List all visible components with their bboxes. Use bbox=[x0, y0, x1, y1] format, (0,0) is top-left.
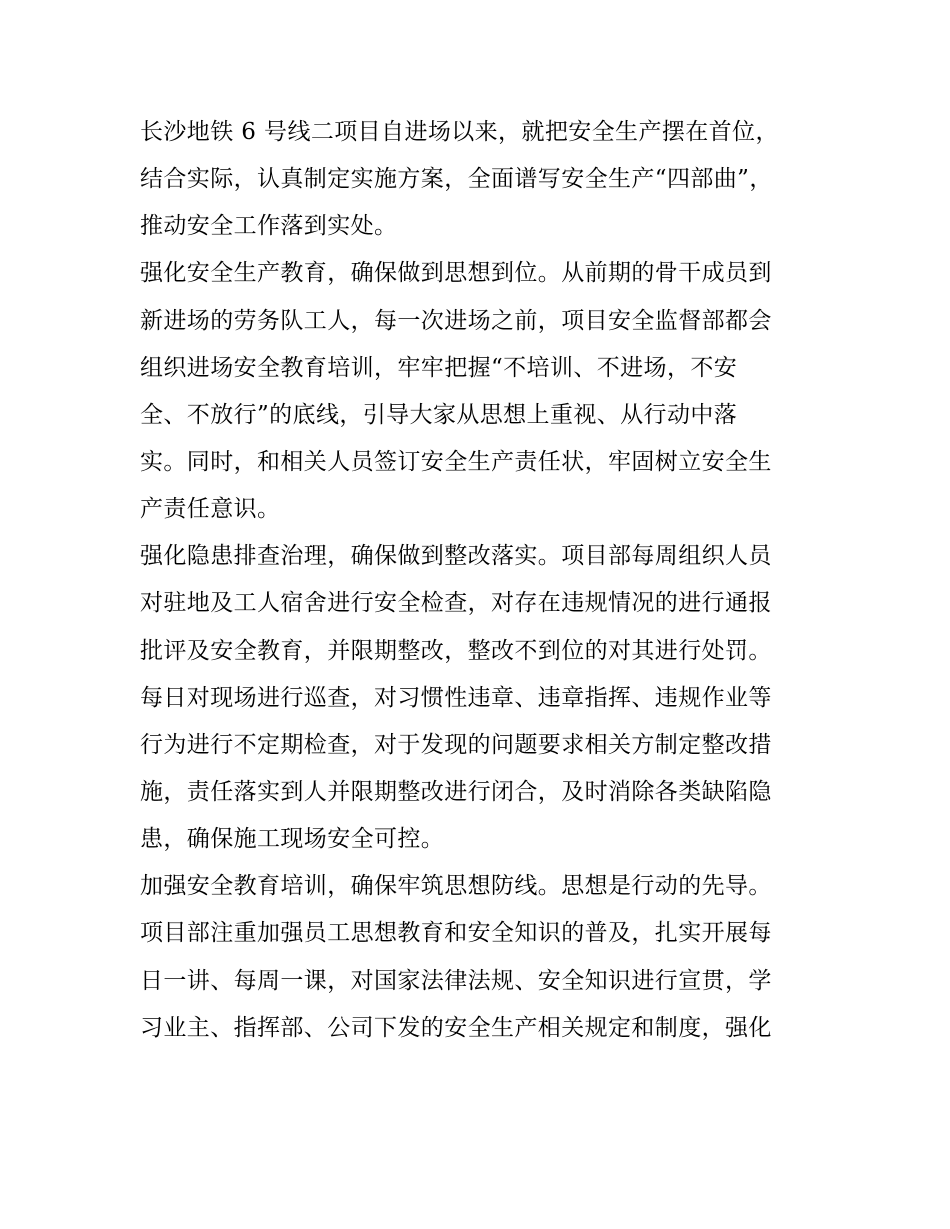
text-line: 每日对现场进行巡查，对习惯性违章、违章指挥、违规作业等 bbox=[140, 684, 772, 711]
text-line: 日一讲、每周一课，对国家法律法规、安全知识进行宣贯，学 bbox=[140, 967, 772, 994]
text-line: 结合实际，认真制定实施方案，全面谱写安全生产“四部曲”， bbox=[140, 166, 773, 193]
text-line: 强化隐患排查治理，确保做到整改落实。项目部每周组织人员 bbox=[140, 543, 772, 570]
text-line: 长沙地铁 6 号线二项目自进场以来，就把安全生产摆在首位， bbox=[140, 119, 779, 145]
text-line: 产责任意识。 bbox=[140, 496, 281, 523]
body-text bbox=[140, 109, 820, 1052]
text-line: 习业主、指挥部、公司下发的安全生产相关规定和制度，强化 bbox=[140, 1014, 772, 1041]
text-line: 新进场的劳务队工人，每一次进场之前，项目安全监督部都会 bbox=[140, 307, 772, 334]
text-line: 批评及安全教育，并限期整改，整改不到位的对其进行处罚。 bbox=[140, 637, 772, 664]
text-line: 推动安全工作落到实处。 bbox=[140, 213, 398, 240]
text-line: 组织进场安全教育培训，牢牢把握“不培训、不进场，不安 bbox=[140, 354, 738, 381]
text-line: 加强安全教育培训，确保牢筑思想防线。思想是行动的先导。 bbox=[140, 873, 772, 900]
text-line: 施，责任落实到人并限期整改进行闭合，及时消除各类缺陷隐 bbox=[140, 778, 772, 805]
text-line: 项目部注重加强员工思想教育和安全知识的普及，扎实开展每 bbox=[140, 920, 772, 947]
text-line: 患，确保施工现场安全可控。 bbox=[140, 826, 445, 853]
text-line: 全、不放行”的底线，引导大家从思想上重视、从行动中落 bbox=[140, 401, 738, 428]
text-line: 对驻地及工人宿舍进行安全检查，对存在违规情况的进行通报 bbox=[140, 590, 772, 617]
text-line: 强化安全生产教育，确保做到思想到位。从前期的骨干成员到 bbox=[140, 260, 772, 287]
text-line: 行为进行不定期检查，对于发现的问题要求相关方制定整改措 bbox=[140, 731, 772, 758]
text-line: 实。同时，和相关人员签订安全生产责任状，牢固树立安全生 bbox=[140, 448, 772, 475]
